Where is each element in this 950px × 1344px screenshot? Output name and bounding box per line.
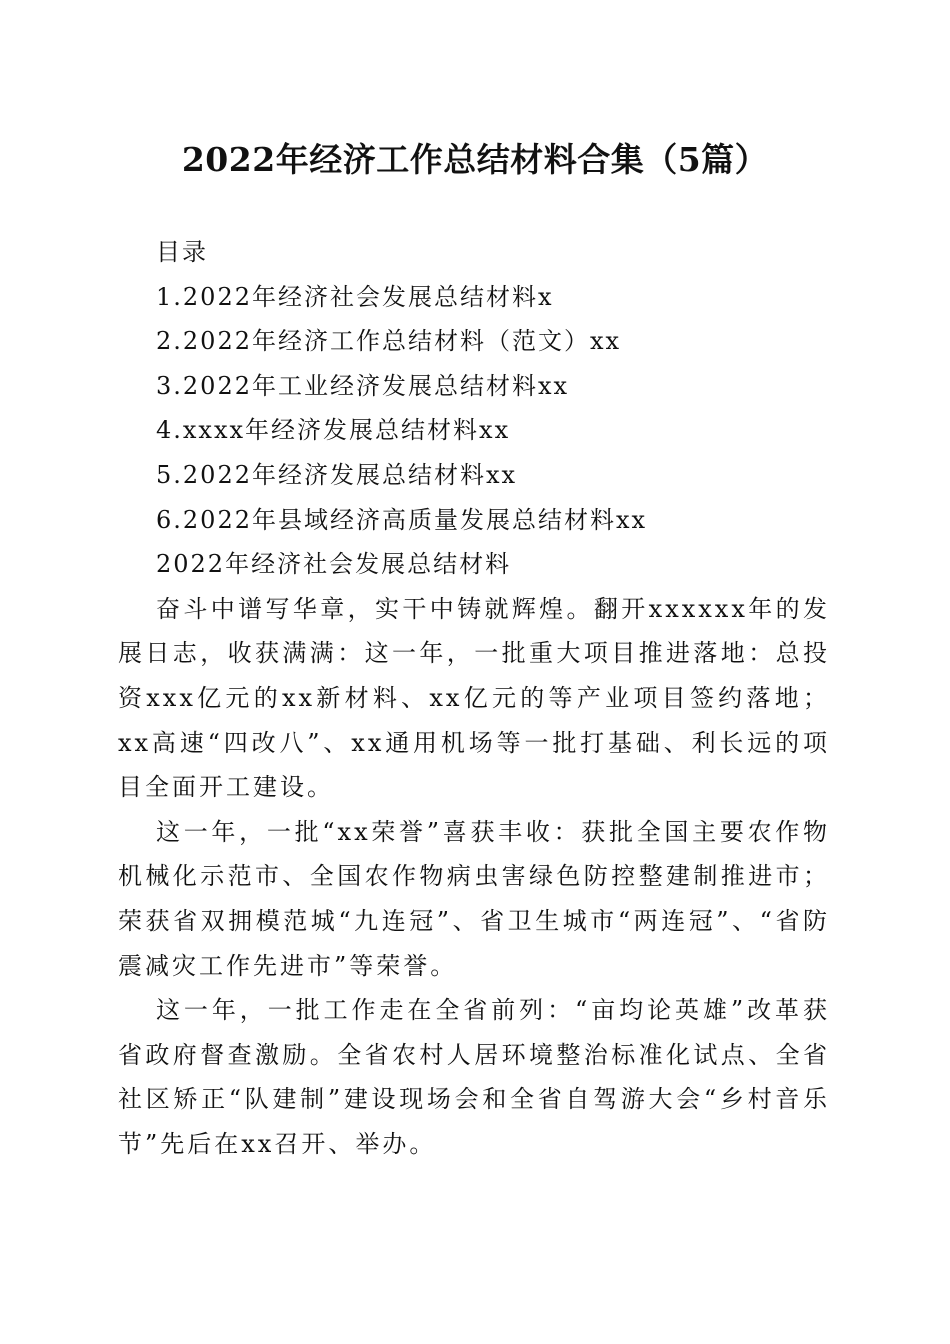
toc-item: 3.2022年工业经济发展总结材料xx: [156, 371, 570, 400]
toc-item: 4.xxxx年经济发展总结材料xx: [156, 416, 511, 445]
document-title: 2022年经济工作总结材料合集（5篇）: [181, 140, 769, 179]
toc-item: 1.2022年经济社会发展总结材料x: [156, 282, 554, 311]
section-title: 2022年经济社会发展总结材料: [156, 550, 512, 579]
toc-item: 5.2022年经济发展总结材料xx: [156, 460, 518, 489]
document-body: [118, 230, 830, 1166]
body-paragraph: 这一年，一批“xx荣誉”喜获丰收：获批全国主要农作物机械化示范市、全国农作物病虫害绿色防控整建制推进市；荣获省双拥模范城“九连冠”、省卫生城市“两连冠”、“省防震减灾工作先进市”等荣誉。: [118, 817, 830, 980]
toc-item: 2.2022年经济工作总结材料（范文）xx: [156, 327, 622, 356]
body-paragraph: 这一年，一批工作走在全省前列：“亩均论英雄”改革获省政府督查激励。全省农村人居环境整治标准化试点、全省社区矫正“队建制”建设现场会和全省自驾游大会“乡村音乐节”先后在xx召开、举办。: [118, 996, 830, 1158]
body-paragraph: 奋斗中谱写华章，实干中铸就辉煌。翻开xxxxxx年的发展日志，收获满满：这一年，一批重大项目推进落地：总投资xxx亿元的xx新材料、xx亿元的等产业项目签约落地；xx高速“四改八”、xx通用机场等一批打基础、利长远的项目全面开工建设。: [118, 594, 830, 802]
toc-item: 6.2022年县域经济高质量发展总结材料xx: [156, 505, 648, 534]
toc-heading: 目录: [156, 238, 208, 266]
